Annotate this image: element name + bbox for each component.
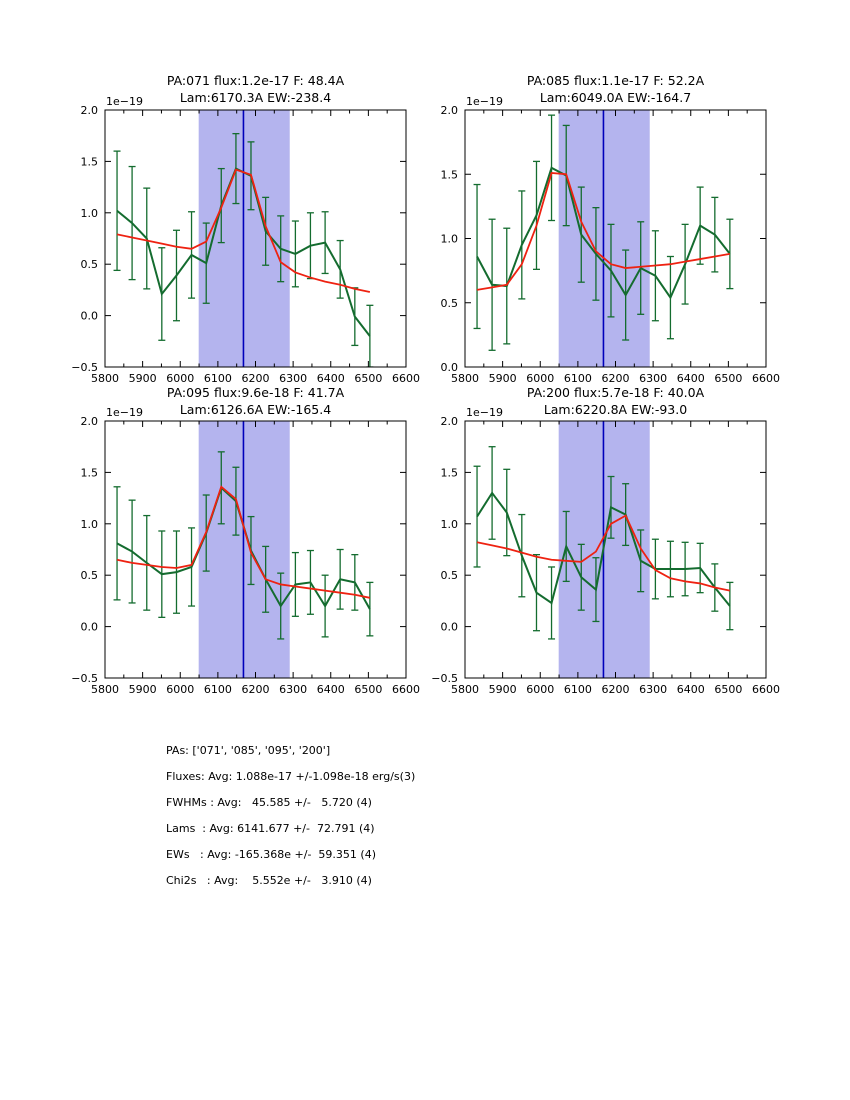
x-tick-label: 6600 [752,372,780,385]
x-tick-label: 6300 [279,683,308,696]
panel-title-line1: PA:085 flux:1.1e-17 F: 52.2A [526,73,705,88]
x-tick-label: 6500 [354,372,383,385]
x-tick-label: 6000 [526,683,555,696]
y-axis-offset-label: 1e−19 [466,95,503,108]
x-tick-label: 5800 [451,683,479,696]
x-tick-label: 5800 [91,683,119,696]
x-tick-label: 5900 [128,683,157,696]
x-tick-label: 6500 [714,683,743,696]
y-tick-label: 1.0 [440,232,458,246]
x-tick-label: 6400 [676,372,705,385]
x-tick-label: 6600 [752,683,780,696]
y-tick-label: 0.0 [80,620,98,634]
y-tick-label: 0.5 [440,296,458,310]
y-tick-label: 2.0 [440,415,458,428]
panel-title-line1: PA:071 flux:1.2e-17 F: 48.4A [166,73,345,88]
x-tick-label: 6500 [714,372,743,385]
x-tick-label: 6000 [526,372,555,385]
panel-title-line2: Lam:6049.0A EW:-164.7 [539,90,692,105]
spectrum-plot-top-right [415,95,787,395]
summary-line-lams: Lams : Avg: 6141.677 +/- 72.791 (4) [166,822,375,835]
y-tick-label: 0.0 [440,620,458,634]
x-tick-label: 6300 [639,683,668,696]
x-tick-label: 6400 [676,683,705,696]
y-tick-label: 2.0 [80,415,98,428]
x-tick-label: 5800 [451,372,479,385]
x-tick-label: 5900 [488,683,517,696]
y-tick-label: 1.0 [80,517,98,531]
y-tick-label: −0.5 [71,672,98,685]
spectrum-plot-bottom-right [415,406,787,706]
y-tick-label: 0.5 [80,258,98,272]
y-tick-label: 0.5 [80,569,98,583]
y-tick-label: −0.5 [71,361,98,374]
y-tick-label: 1.5 [80,466,98,480]
x-tick-label: 5800 [91,372,119,385]
y-axis-offset-label: 1e−19 [106,406,143,419]
x-tick-label: 6600 [392,683,420,696]
y-tick-label: −0.5 [431,672,458,685]
x-tick-label: 6400 [316,372,345,385]
y-tick-label: 0.5 [440,569,458,583]
x-tick-label: 6300 [279,372,308,385]
x-tick-label: 6500 [354,683,383,696]
summary-line-chi2s: Chi2s : Avg: 5.552e +/- 3.910 (4) [166,874,372,887]
x-tick-label: 6100 [203,683,232,696]
x-tick-label: 6200 [601,372,630,385]
summary-line-fwhms: FWHMs : Avg: 45.585 +/- 5.720 (4) [166,796,372,809]
y-tick-label: 0.0 [80,309,98,323]
y-axis-offset-label: 1e−19 [106,95,143,108]
spectrum-plot-top-left [55,95,427,395]
summary-block [166,742,415,898]
x-tick-label: 6300 [639,372,668,385]
x-tick-label: 6200 [241,372,270,385]
y-tick-label: 1.5 [440,168,458,182]
y-tick-label: 1.0 [440,517,458,531]
summary-line-fluxes: Fluxes: Avg: 1.088e-17 +/-1.098e-18 erg/s(3) [166,770,416,783]
summary-line-pas: PAs: ['071', '085', '095', '200'] [166,744,331,757]
x-tick-label: 6000 [166,683,195,696]
x-tick-label: 6600 [392,372,420,385]
panel-title-line2: Lam:6126.6A EW:-165.4 [179,402,332,417]
x-tick-label: 6000 [166,372,195,385]
summary-line-ews: EWs : Avg: -165.368e +/- 59.351 (4) [166,848,376,861]
y-tick-label: 0.0 [440,361,458,374]
x-tick-label: 5900 [488,372,517,385]
x-tick-label: 5900 [128,372,157,385]
x-tick-label: 6200 [601,683,630,696]
spectrum-plot-bottom-left [55,406,427,706]
x-tick-label: 6100 [563,683,592,696]
y-tick-label: 1.5 [440,466,458,480]
y-axis-offset-label: 1e−19 [466,406,503,419]
y-tick-label: 2.0 [440,104,458,117]
panel-title-line1: PA:200 flux:5.7e-18 F: 40.0A [526,385,705,400]
panel-title-line1: PA:095 flux:9.6e-18 F: 41.7A [166,385,345,400]
x-tick-label: 6100 [563,372,592,385]
panel-title-line2: Lam:6170.3A EW:-238.4 [179,90,332,105]
y-tick-label: 1.0 [80,206,98,220]
panel-title-line2: Lam:6220.8A EW:-93.0 [543,402,688,417]
y-tick-label: 1.5 [80,155,98,169]
x-tick-label: 6200 [241,683,270,696]
x-tick-label: 6100 [203,372,232,385]
y-tick-label: 2.0 [80,104,98,117]
x-tick-label: 6400 [316,683,345,696]
